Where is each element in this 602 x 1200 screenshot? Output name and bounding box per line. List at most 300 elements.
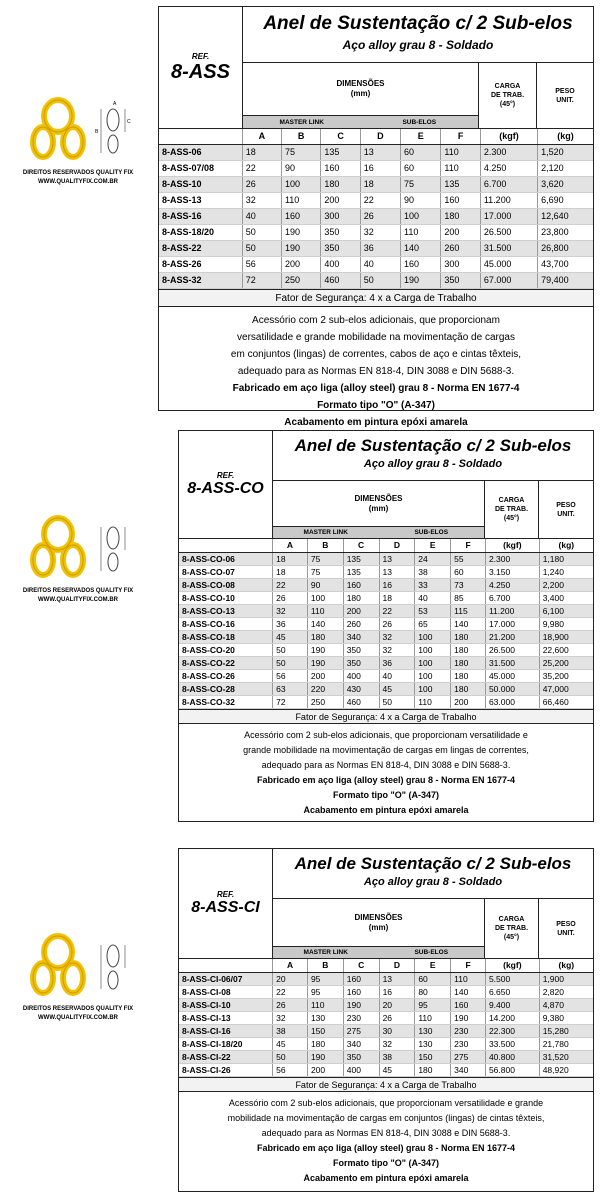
- table-row: [159, 160, 593, 176]
- sub-elos-group: SUB-ELOS: [414, 529, 449, 536]
- units-ref-cell: [179, 959, 273, 972]
- value-cell: 110: [281, 192, 320, 208]
- carga-header: [479, 63, 537, 128]
- master-link-assembly-icon: [13, 932, 143, 1000]
- table-row: [179, 1050, 593, 1063]
- table-row: [179, 565, 593, 578]
- value-cell: 400: [343, 1063, 379, 1076]
- ref-cell: 8-ASS-06: [159, 144, 242, 160]
- ref-cell: 8-ASS-CI-13: [179, 1011, 273, 1024]
- peso-line-2: UNIT.: [557, 510, 575, 518]
- master-link-group: MASTER LINK: [303, 949, 348, 956]
- value-cell: 180: [441, 208, 480, 224]
- value-cell: 72: [273, 695, 308, 708]
- value-cell: 75: [307, 552, 343, 565]
- value-cell: 110: [307, 604, 343, 617]
- value-cell: 80: [415, 985, 451, 998]
- value-cell: 110: [415, 1011, 451, 1024]
- spec-card: [158, 6, 594, 428]
- value-cell: 430: [343, 682, 379, 695]
- value-cell: 53: [415, 604, 451, 617]
- value-cell: 180: [321, 176, 360, 192]
- value-cell: 130: [415, 1037, 451, 1050]
- group-row: [243, 115, 478, 128]
- spec-note-line: Fabricado em aço liga (alloy steel) grau 8 - Norma EN 1677-4: [232, 382, 520, 394]
- section-subtitle: Aço alloy grau 8 - Soldado: [342, 38, 494, 52]
- value-cell: 56: [273, 669, 308, 682]
- value-cell: 90: [401, 192, 441, 208]
- value-cell: 31.500: [485, 656, 539, 669]
- value-cell: 275: [343, 1024, 379, 1037]
- value-cell: 75: [401, 176, 441, 192]
- value-cell: 66,460: [539, 695, 593, 708]
- dimension-header: [243, 63, 593, 128]
- value-cell: 180: [451, 656, 486, 669]
- value-cell: 250: [281, 272, 320, 288]
- description-line: adequado para as Normas EN 818-4, DIN 3088 e DIN 5688-3.: [237, 365, 515, 377]
- spec-table: [179, 959, 593, 1077]
- value-cell: 35,200: [539, 669, 593, 682]
- value-cell: 6,690: [538, 192, 593, 208]
- value-cell: 38: [379, 1050, 415, 1063]
- spec-note-line: Acabamento em pintura epóxi amarela: [284, 416, 468, 428]
- value-cell: 150: [415, 1050, 451, 1063]
- master-link-assembly-icon: [13, 96, 143, 164]
- value-cell: 180: [307, 630, 343, 643]
- col-a: A: [273, 959, 308, 972]
- table-row: [179, 998, 593, 1011]
- ref-cell: 8-ASS-CI-22: [179, 1050, 273, 1063]
- table-row: [179, 695, 593, 708]
- value-cell: 36: [273, 617, 308, 630]
- value-cell: 47,000: [539, 682, 593, 695]
- value-cell: 250: [307, 695, 343, 708]
- value-cell: 16: [379, 985, 415, 998]
- ref-cell: 8-ASS-CO-18: [179, 630, 273, 643]
- value-cell: 190: [281, 240, 320, 256]
- spec-note-line: Fabricado em aço liga (alloy steel) grau 8 - Norma EN 1677-4: [256, 774, 516, 785]
- master-link-assembly-icon: [13, 514, 143, 582]
- value-cell: 160: [451, 998, 486, 1011]
- col-e: E: [415, 539, 451, 552]
- value-cell: 180: [451, 669, 486, 682]
- value-cell: 160: [281, 208, 320, 224]
- copyright-notice: DIREITOS RESERVADOS QUALITY FIX: [22, 588, 134, 594]
- col-b: B: [307, 959, 343, 972]
- table-row: [159, 192, 593, 208]
- value-cell: 1,240: [539, 565, 593, 578]
- spec-note-line: Acabamento em pintura epóxi amarela: [303, 1172, 469, 1183]
- col-kg: (kg): [539, 959, 593, 972]
- value-cell: 4.250: [480, 160, 537, 176]
- value-cell: 1,520: [538, 144, 593, 160]
- value-cell: 190: [281, 224, 320, 240]
- value-cell: 190: [401, 272, 441, 288]
- value-cell: 3,620: [538, 176, 593, 192]
- value-cell: 180: [307, 1037, 343, 1050]
- table-row: [179, 1011, 593, 1024]
- value-cell: 33: [415, 578, 451, 591]
- value-cell: 140: [451, 985, 486, 998]
- ref-cell: 8-ASS-CO-26: [179, 669, 273, 682]
- product-illustration: [8, 514, 148, 604]
- value-cell: 18,900: [539, 630, 593, 643]
- value-cell: 140: [307, 617, 343, 630]
- col-a: A: [242, 129, 281, 144]
- value-cell: 135: [343, 552, 379, 565]
- value-cell: 22: [360, 192, 400, 208]
- table-row: [159, 240, 593, 256]
- value-cell: 180: [451, 682, 486, 695]
- peso-line-1: PESO: [556, 920, 576, 928]
- value-cell: 200: [307, 1063, 343, 1076]
- value-cell: 50: [242, 224, 281, 240]
- value-cell: 22,600: [539, 643, 593, 656]
- col-b: B: [307, 539, 343, 552]
- value-cell: 200: [343, 604, 379, 617]
- value-cell: 11.200: [485, 604, 539, 617]
- ref-label: REF.: [216, 471, 235, 480]
- peso-line-1: PESO: [556, 501, 576, 509]
- value-cell: 200: [441, 224, 480, 240]
- value-cell: 75: [307, 565, 343, 578]
- value-cell: 22.300: [485, 1024, 539, 1037]
- dimension-column: [273, 899, 485, 958]
- table-row: [179, 972, 593, 985]
- value-cell: 23,800: [538, 224, 593, 240]
- value-cell: 1,900: [539, 972, 593, 985]
- value-cell: 350: [343, 656, 379, 669]
- ref-cell: 8-ASS-CO-13: [179, 604, 273, 617]
- value-cell: 56.800: [485, 1063, 539, 1076]
- value-cell: 350: [441, 272, 480, 288]
- table-header: [179, 849, 593, 959]
- col-d: D: [379, 539, 415, 552]
- value-cell: 50: [273, 1050, 308, 1063]
- section-title: Anel de Sustentação c/ 2 Sub-elos: [263, 13, 573, 34]
- value-cell: 220: [307, 682, 343, 695]
- ref-cell: 8-ASS-13: [159, 192, 242, 208]
- dimension-column: [243, 63, 479, 128]
- header-right: [273, 849, 593, 958]
- value-cell: 26.500: [480, 224, 537, 240]
- spec-card: [178, 848, 594, 1192]
- ref-cell: 8-ASS-CI-18/20: [179, 1037, 273, 1050]
- ref-cell: 8-ASS-CI-26: [179, 1063, 273, 1076]
- value-cell: 110: [307, 998, 343, 1011]
- value-cell: 100: [415, 682, 451, 695]
- value-cell: 22: [273, 578, 308, 591]
- value-cell: 230: [451, 1037, 486, 1050]
- table-header: [179, 431, 593, 539]
- title-block: [273, 849, 593, 899]
- value-cell: 22: [379, 604, 415, 617]
- carga-line-1: CARGA: [494, 83, 521, 90]
- value-cell: 100: [415, 643, 451, 656]
- units-ref-cell: [159, 129, 242, 144]
- value-cell: 26: [273, 998, 308, 1011]
- value-cell: 26: [273, 591, 308, 604]
- value-cell: 90: [281, 160, 320, 176]
- value-cell: 40: [360, 256, 400, 272]
- description-line: versatilidade e grande mobilidade na movimentação de cargas: [237, 331, 515, 343]
- value-cell: 26.500: [485, 643, 539, 656]
- value-cell: 26: [360, 208, 400, 224]
- product-illustration: [8, 932, 148, 1022]
- table-row: [179, 630, 593, 643]
- value-cell: 55: [451, 552, 486, 565]
- value-cell: 75: [281, 144, 320, 160]
- value-cell: 17.000: [480, 208, 537, 224]
- spec-table: [179, 539, 593, 709]
- svg-text:B: B: [95, 129, 99, 135]
- value-cell: 79,400: [538, 272, 593, 288]
- value-cell: 5.500: [485, 972, 539, 985]
- value-cell: 56: [242, 256, 281, 272]
- value-cell: 11.200: [480, 192, 537, 208]
- value-cell: 95: [415, 998, 451, 1011]
- value-cell: 22: [273, 985, 308, 998]
- ref-cell: 8-ASS-32: [159, 272, 242, 288]
- ref-cell: 8-ASS-CO-06: [179, 552, 273, 565]
- table-row: [179, 1063, 593, 1076]
- group-row: [273, 526, 484, 538]
- value-cell: 21,780: [539, 1037, 593, 1050]
- section-title: Anel de Sustentação c/ 2 Sub-elos: [294, 854, 572, 873]
- value-cell: 31.500: [480, 240, 537, 256]
- value-cell: 45: [273, 1037, 308, 1050]
- section-subtitle: Aço alloy grau 8 - Soldado: [363, 876, 503, 888]
- value-cell: 67.000: [480, 272, 537, 288]
- value-cell: 350: [321, 240, 360, 256]
- value-cell: 24: [415, 552, 451, 565]
- copyright-notice: DIREITOS RESERVADOS QUALITY FIX: [22, 170, 134, 176]
- value-cell: 17.000: [485, 617, 539, 630]
- value-cell: 190: [307, 656, 343, 669]
- svg-text:A: A: [113, 101, 117, 107]
- value-cell: 32: [242, 192, 281, 208]
- value-cell: 115: [451, 604, 486, 617]
- value-cell: 4.250: [485, 578, 539, 591]
- ref-cell: 8-ASS-22: [159, 240, 242, 256]
- website-link[interactable]: WWW.QUALITYFIX.COM.BR: [38, 1015, 118, 1021]
- table-row: [159, 272, 593, 288]
- spec-table: [159, 129, 593, 289]
- ref-cell: 8-ASS-CI-06/07: [179, 972, 273, 985]
- ref-cell: 8-ASS-CO-28: [179, 682, 273, 695]
- value-cell: 18: [360, 176, 400, 192]
- value-cell: 260: [441, 240, 480, 256]
- value-cell: 200: [451, 695, 486, 708]
- units-row: [179, 959, 593, 972]
- carga-line-1: CARGA: [498, 497, 525, 504]
- table-row: [179, 578, 593, 591]
- value-cell: 72: [242, 272, 281, 288]
- ref-cell: 8-ASS-10: [159, 176, 242, 192]
- value-cell: 190: [307, 1050, 343, 1063]
- value-cell: 9,380: [539, 1011, 593, 1024]
- group-row: [273, 946, 484, 958]
- value-cell: 190: [451, 1011, 486, 1024]
- value-cell: 40: [415, 591, 451, 604]
- value-cell: 110: [451, 972, 486, 985]
- carga-header: [485, 481, 539, 538]
- value-cell: 460: [321, 272, 360, 288]
- value-cell: 2.300: [480, 144, 537, 160]
- col-f: F: [451, 539, 486, 552]
- dimension-title: DIMENSÕES: [354, 493, 403, 503]
- ref-cell: 8-ASS-CI-10: [179, 998, 273, 1011]
- description-line: adequado para as Normas EN 818-4, DIN 3088 e DIN 5688-3.: [261, 759, 511, 770]
- sub-elos-group: SUB-ELOS: [402, 119, 437, 126]
- value-cell: 25,200: [539, 656, 593, 669]
- website-link[interactable]: WWW.QUALITYFIX.COM.BR: [38, 597, 118, 603]
- value-cell: 16: [360, 160, 400, 176]
- value-cell: 50: [273, 643, 308, 656]
- ref-cell: 8-ASS-CO-08: [179, 578, 273, 591]
- peso-header: [537, 63, 593, 128]
- value-cell: 60: [415, 972, 451, 985]
- value-cell: 50: [360, 272, 400, 288]
- value-cell: 48,920: [539, 1063, 593, 1076]
- value-cell: 40: [242, 208, 281, 224]
- value-cell: 45: [379, 682, 415, 695]
- value-cell: 190: [343, 998, 379, 1011]
- col-kgf: (kgf): [485, 959, 539, 972]
- value-cell: 9.400: [485, 998, 539, 1011]
- value-cell: 32: [379, 643, 415, 656]
- sub-elos-group: SUB-ELOS: [414, 949, 449, 956]
- value-cell: 160: [401, 256, 441, 272]
- description-line: adequado para as Normas EN 818-4, DIN 3088 e DIN 5688-3.: [261, 1127, 511, 1138]
- value-cell: 6,100: [539, 604, 593, 617]
- description: [159, 307, 593, 431]
- spec-note-line: Fabricado em aço liga (alloy steel) grau 8 - Norma EN 1677-4: [256, 1142, 516, 1153]
- carga-line-3: (45°): [503, 934, 520, 941]
- website-link[interactable]: WWW.QUALITYFIX.COM.BR: [38, 179, 118, 185]
- table-row: [179, 1037, 593, 1050]
- ref-label: REF.: [216, 890, 235, 899]
- value-cell: 130: [415, 1024, 451, 1037]
- value-cell: 6.700: [485, 591, 539, 604]
- table-row: [179, 604, 593, 617]
- value-cell: 160: [343, 985, 379, 998]
- value-cell: 50.000: [485, 682, 539, 695]
- ref-cell: 8-ASS-18/20: [159, 224, 242, 240]
- ref-cell: 8-ASS-CO-32: [179, 695, 273, 708]
- value-cell: 4,870: [539, 998, 593, 1011]
- value-cell: 45.000: [485, 669, 539, 682]
- value-cell: 9,980: [539, 617, 593, 630]
- ref-box: [179, 431, 273, 538]
- ref-box: [179, 849, 273, 958]
- value-cell: 50: [273, 656, 308, 669]
- value-cell: 26: [379, 617, 415, 630]
- value-cell: 43,700: [538, 256, 593, 272]
- carga-line-2: DE TRAB.: [494, 506, 529, 513]
- value-cell: 180: [451, 630, 486, 643]
- value-cell: 110: [415, 695, 451, 708]
- units-ref-cell: [179, 539, 273, 552]
- value-cell: 20: [379, 998, 415, 1011]
- value-cell: 95: [307, 972, 343, 985]
- ref-cell: 8-ASS-CO-07: [179, 565, 273, 578]
- value-cell: 340: [451, 1063, 486, 1076]
- value-cell: 160: [441, 192, 480, 208]
- value-cell: 1,180: [539, 552, 593, 565]
- value-cell: 190: [307, 643, 343, 656]
- value-cell: 50: [379, 695, 415, 708]
- ref-code: 8-ASS-CO: [187, 480, 264, 497]
- value-cell: 180: [415, 1063, 451, 1076]
- value-cell: 350: [343, 1050, 379, 1063]
- safety-factor: Fator de Segurança: 4 x a Carga de Trabalho: [159, 289, 593, 307]
- value-cell: 26: [242, 176, 281, 192]
- value-cell: 200: [321, 192, 360, 208]
- copyright-notice: DIREITOS RESERVADOS QUALITY FIX: [22, 1006, 134, 1012]
- dimension-label: [273, 481, 484, 526]
- col-f: F: [451, 959, 486, 972]
- value-cell: 73: [451, 578, 486, 591]
- spec-rows: [159, 129, 593, 288]
- value-cell: 230: [343, 1011, 379, 1024]
- value-cell: 63.000: [485, 695, 539, 708]
- value-cell: 38: [415, 565, 451, 578]
- value-cell: 100: [281, 176, 320, 192]
- dimension-unit: (mm): [368, 503, 389, 513]
- value-cell: 3,400: [539, 591, 593, 604]
- value-cell: 2,120: [538, 160, 593, 176]
- value-cell: 3.150: [485, 565, 539, 578]
- value-cell: 400: [321, 256, 360, 272]
- value-cell: 135: [321, 144, 360, 160]
- value-cell: 6.700: [480, 176, 537, 192]
- value-cell: 340: [343, 630, 379, 643]
- units-row: [179, 539, 593, 552]
- value-cell: 100: [415, 630, 451, 643]
- carga-line-2: DE TRAB.: [494, 925, 529, 932]
- spec-note-line: Formato tipo "O" (A-347): [332, 789, 440, 800]
- value-cell: 32: [273, 1011, 308, 1024]
- col-b: B: [281, 129, 320, 144]
- value-cell: 135: [343, 565, 379, 578]
- ref-cell: 8-ASS-CO-22: [179, 656, 273, 669]
- value-cell: 180: [343, 591, 379, 604]
- value-cell: 36: [379, 656, 415, 669]
- value-cell: 32: [379, 1037, 415, 1050]
- value-cell: 300: [441, 256, 480, 272]
- description-line: mobilidade na movimentação de cargas em conjuntos (lingas) de cintas têxteis,: [227, 1112, 545, 1123]
- value-cell: 150: [307, 1024, 343, 1037]
- table-row: [179, 591, 593, 604]
- value-cell: 21.200: [485, 630, 539, 643]
- value-cell: 85: [451, 591, 486, 604]
- table-row: [179, 682, 593, 695]
- col-kg: (kg): [539, 539, 593, 552]
- value-cell: 30: [379, 1024, 415, 1037]
- value-cell: 200: [281, 256, 320, 272]
- value-cell: 110: [441, 160, 480, 176]
- section-subtitle: Aço alloy grau 8 - Soldado: [363, 458, 503, 470]
- dimension-unit: (mm): [350, 89, 371, 98]
- spec-note-line: Formato tipo "O" (A-347): [317, 399, 435, 411]
- value-cell: 90: [307, 578, 343, 591]
- value-cell: 2.300: [485, 552, 539, 565]
- value-cell: 13: [360, 144, 400, 160]
- col-d: D: [360, 129, 400, 144]
- value-cell: 36: [360, 240, 400, 256]
- value-cell: 140: [451, 617, 486, 630]
